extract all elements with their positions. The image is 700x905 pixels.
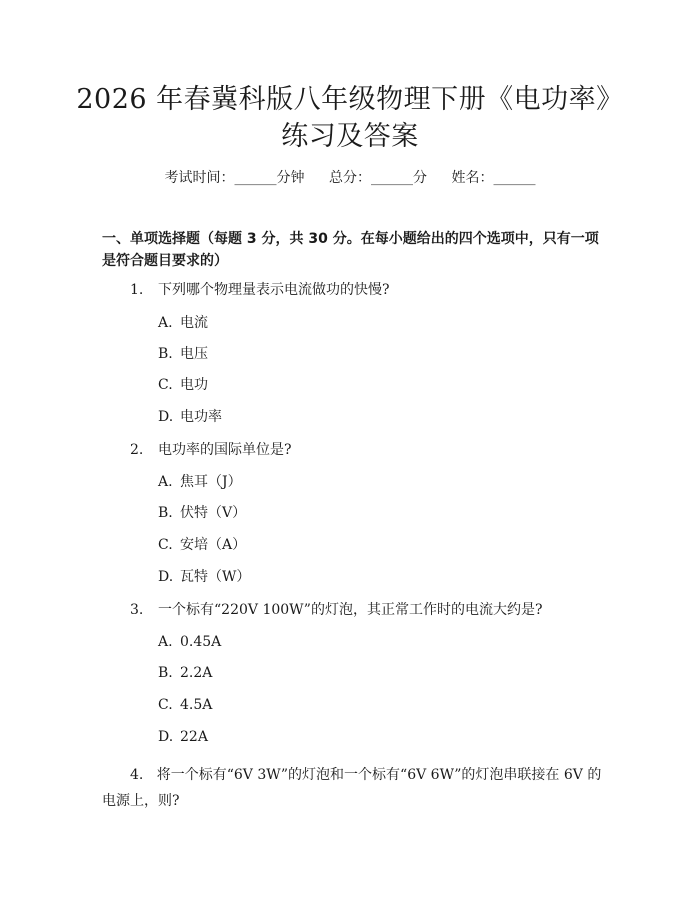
exam-time-field: 考试时间：______分钟 — [164, 170, 305, 186]
option-letter: C. — [158, 537, 173, 553]
question-1-option-a — [158, 313, 208, 333]
option-text: 电流 — [180, 315, 208, 331]
question-number: 3. — [130, 602, 144, 618]
question-text: 将一个标有“6V 3W”的灯泡和一个标有“6V 6W”的灯泡串联接在 6V 的电源上，则? — [102, 767, 602, 809]
question-number: 1. — [130, 282, 144, 298]
question-1-option-b — [158, 344, 208, 364]
option-text: 22A — [180, 729, 208, 745]
option-text: 电功 — [180, 377, 208, 393]
question-4 — [102, 762, 602, 814]
question-number: 4. — [130, 767, 144, 783]
exam-meta — [0, 168, 700, 188]
option-letter: A. — [158, 315, 173, 331]
question-2-option-c — [158, 535, 246, 555]
question-2 — [130, 440, 600, 460]
option-text: 安培（A） — [180, 537, 247, 553]
option-text: 伏特（V） — [180, 505, 247, 521]
option-letter: D. — [158, 409, 174, 425]
option-text: 2.2A — [180, 665, 213, 681]
question-text: 电功率的国际单位是? — [158, 442, 292, 458]
option-letter: B. — [158, 505, 173, 521]
option-letter: C. — [158, 697, 173, 713]
option-letter: D. — [158, 729, 174, 745]
option-text: 电压 — [180, 346, 208, 362]
question-text: 下列哪个物理量表示电流做功的快慢? — [158, 282, 390, 298]
question-3-option-a — [158, 632, 221, 652]
question-1-option-d — [158, 407, 222, 427]
question-2-option-b — [158, 503, 246, 523]
question-text: 一个标有“220V 100W”的灯泡，其正常工作时的电流大约是? — [158, 602, 543, 618]
option-letter: D. — [158, 569, 174, 585]
option-text: 焦耳（J） — [180, 474, 242, 490]
option-letter: B. — [158, 346, 173, 362]
question-3-option-b — [158, 663, 212, 683]
question-number: 2. — [130, 442, 144, 458]
name-field: 姓名：______ — [451, 170, 536, 186]
question-3-option-d — [158, 727, 208, 747]
option-text: 电功率 — [180, 409, 222, 425]
document-title-line2: 练习及答案 — [281, 121, 419, 152]
option-letter: B. — [158, 665, 173, 681]
option-letter: C. — [158, 377, 173, 393]
question-1-option-c — [158, 375, 208, 395]
option-text: 瓦特（W） — [180, 569, 251, 585]
section-heading-single-choice: 一、单项选择题（每题 3 分，共 30 分。在每小题给出的四个选项中，只有一项是符合题目要求的） — [102, 231, 599, 269]
option-text: 0.45A — [180, 634, 222, 650]
question-1 — [130, 280, 600, 300]
question-2-option-d — [158, 567, 250, 587]
question-3 — [130, 600, 600, 620]
question-2-option-a — [158, 472, 242, 492]
document-title-line1: 2026 年春冀科版八年级物理下册《电功率》 — [76, 84, 624, 115]
option-text: 4.5A — [180, 697, 213, 713]
option-letter: A. — [158, 634, 173, 650]
question-3-option-c — [158, 695, 212, 715]
total-score-field: 总分：______分 — [329, 170, 427, 186]
option-letter: A. — [158, 474, 173, 490]
